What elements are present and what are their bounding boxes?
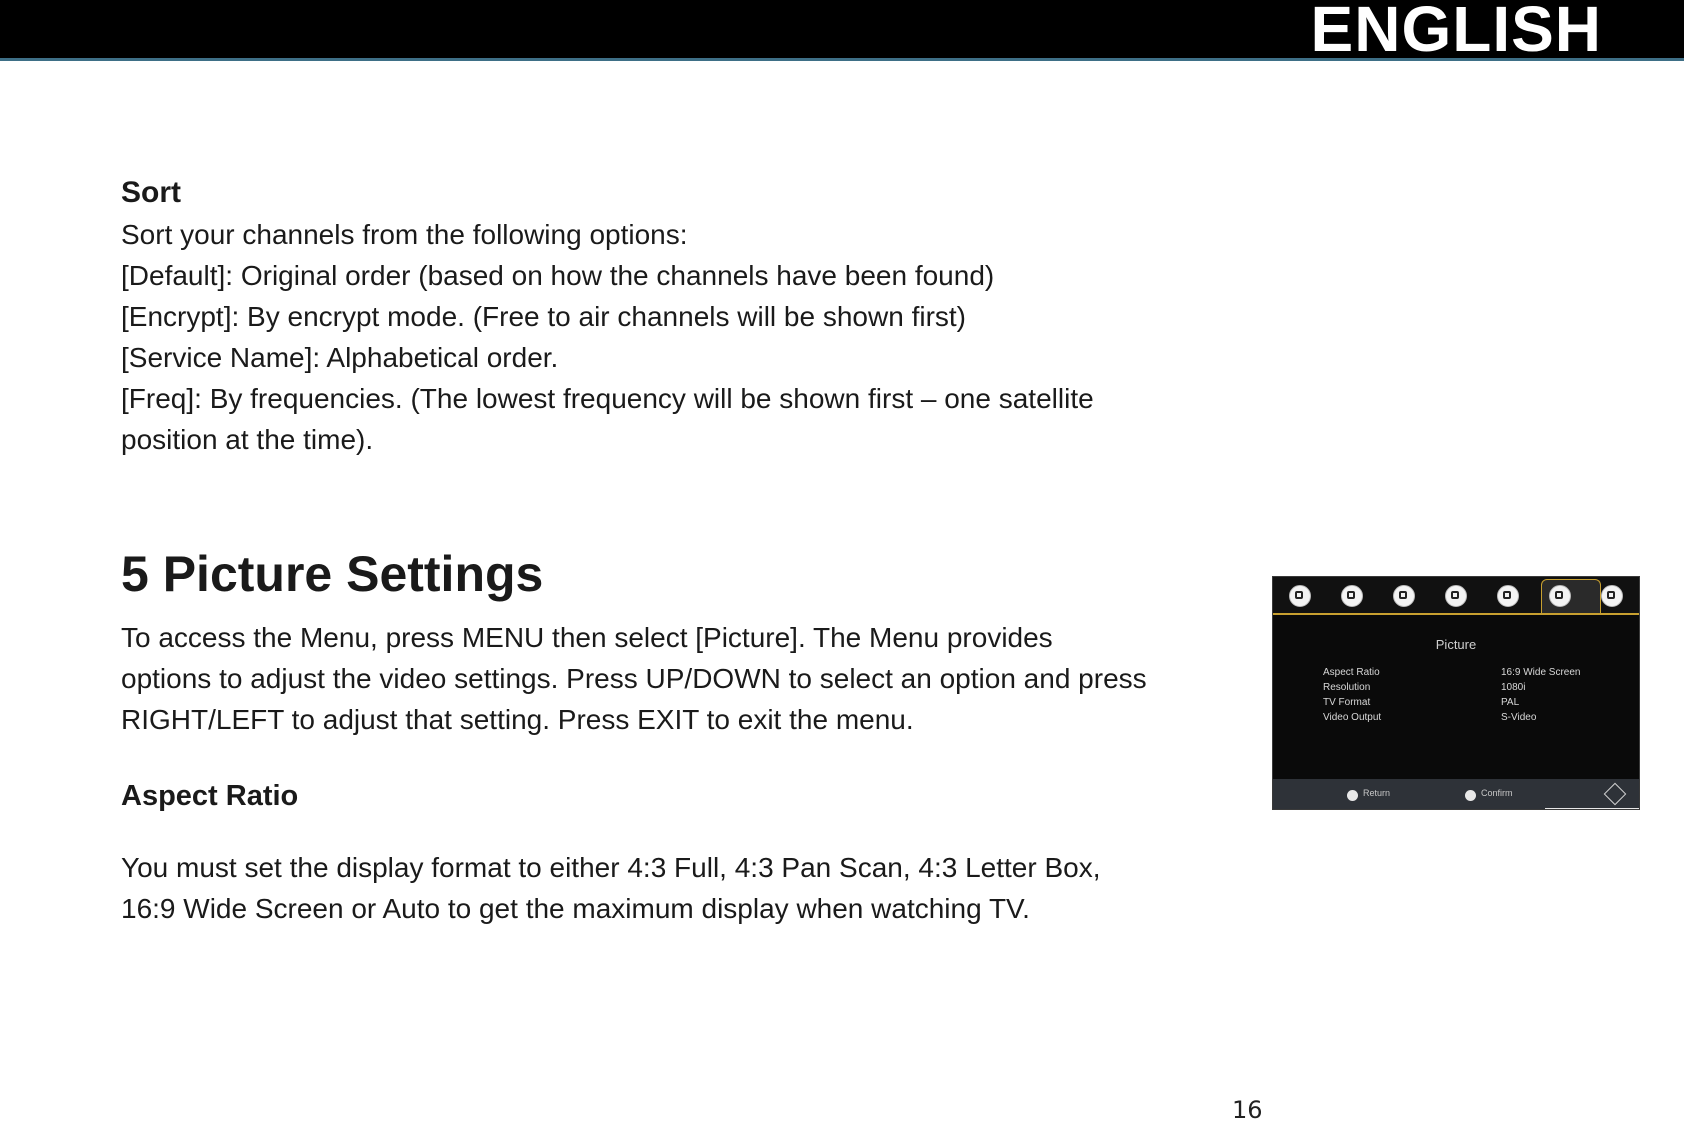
exit-key-icon bbox=[1347, 790, 1358, 801]
sort-line: position at the time). bbox=[121, 424, 374, 455]
aspect-ratio-heading: Aspect Ratio bbox=[121, 780, 299, 812]
language-label: ENGLISH bbox=[1310, 0, 1602, 65]
menu-footer bbox=[1273, 779, 1639, 809]
intro-line: RIGHT/LEFT to adjust that setting. Press EXIT to exit the menu. bbox=[121, 704, 914, 735]
menu-row-value: 16:9 Wide Screen bbox=[1501, 667, 1581, 678]
page-number: 16 bbox=[1232, 1096, 1263, 1124]
globe-icon bbox=[1497, 585, 1519, 607]
sort-section bbox=[121, 172, 1271, 460]
menu-accent-line bbox=[1273, 613, 1639, 615]
sort-line: Sort your channels from the following options: bbox=[121, 219, 688, 250]
confirm-label: Confirm bbox=[1481, 788, 1513, 798]
sort-line: [Service Name]: Alphabetical order. bbox=[121, 342, 559, 373]
intro-line: To access the Menu, press MENU then select [Picture]. The Menu provides bbox=[121, 622, 1053, 653]
chapter-title: 5 Picture Settings bbox=[121, 546, 544, 602]
ok-key-icon bbox=[1465, 790, 1476, 801]
sort-line: [Default]: Original order (based on how the channels have been found) bbox=[121, 260, 995, 291]
picture-icon bbox=[1341, 585, 1363, 607]
search-icon bbox=[1393, 585, 1415, 607]
picture-menu-screenshot bbox=[1272, 576, 1640, 810]
tools-icon bbox=[1601, 585, 1623, 607]
menu-row-value: S-Video bbox=[1501, 712, 1537, 723]
navigation-arrows-icon bbox=[1604, 783, 1627, 806]
menu-title: Picture bbox=[1435, 637, 1477, 652]
menu-row-label: TV Format bbox=[1323, 697, 1371, 708]
aspect-line: You must set the display format to either 4:3 Full, 4:3 Pan Scan, 4:3 Letter Box, bbox=[121, 852, 1101, 883]
menu-row-value: 1080i bbox=[1501, 682, 1526, 693]
sort-line: [Encrypt]: By encrypt mode. (Free to air channels will be shown first) bbox=[121, 301, 966, 332]
menu-icon-bar bbox=[1273, 577, 1639, 615]
menu-row-label: Resolution bbox=[1323, 682, 1371, 693]
picture-intro bbox=[121, 617, 1271, 740]
aspect-ratio-body bbox=[121, 847, 1271, 929]
sort-heading: Sort bbox=[121, 176, 181, 209]
settings-icon bbox=[1549, 585, 1571, 607]
return-label: Return bbox=[1363, 788, 1391, 798]
sort-body bbox=[121, 214, 1271, 460]
menu-row-value: PAL bbox=[1501, 697, 1520, 708]
header-bar bbox=[0, 0, 1684, 65]
footer-underline bbox=[1545, 808, 1639, 809]
menu-row-label: Video Output bbox=[1323, 712, 1382, 723]
sort-line: [Freq]: By frequencies. (The lowest frequency will be shown first – one satellite bbox=[121, 383, 1094, 414]
channel-list-icon bbox=[1289, 585, 1311, 607]
intro-line: options to adjust the video settings. Press UP/DOWN to select an option and press bbox=[121, 663, 1147, 694]
time-icon bbox=[1445, 585, 1467, 607]
menu-row-label: Aspect Ratio bbox=[1323, 667, 1380, 678]
aspect-line: 16:9 Wide Screen or Auto to get the maximum display when watching TV. bbox=[121, 893, 1030, 924]
